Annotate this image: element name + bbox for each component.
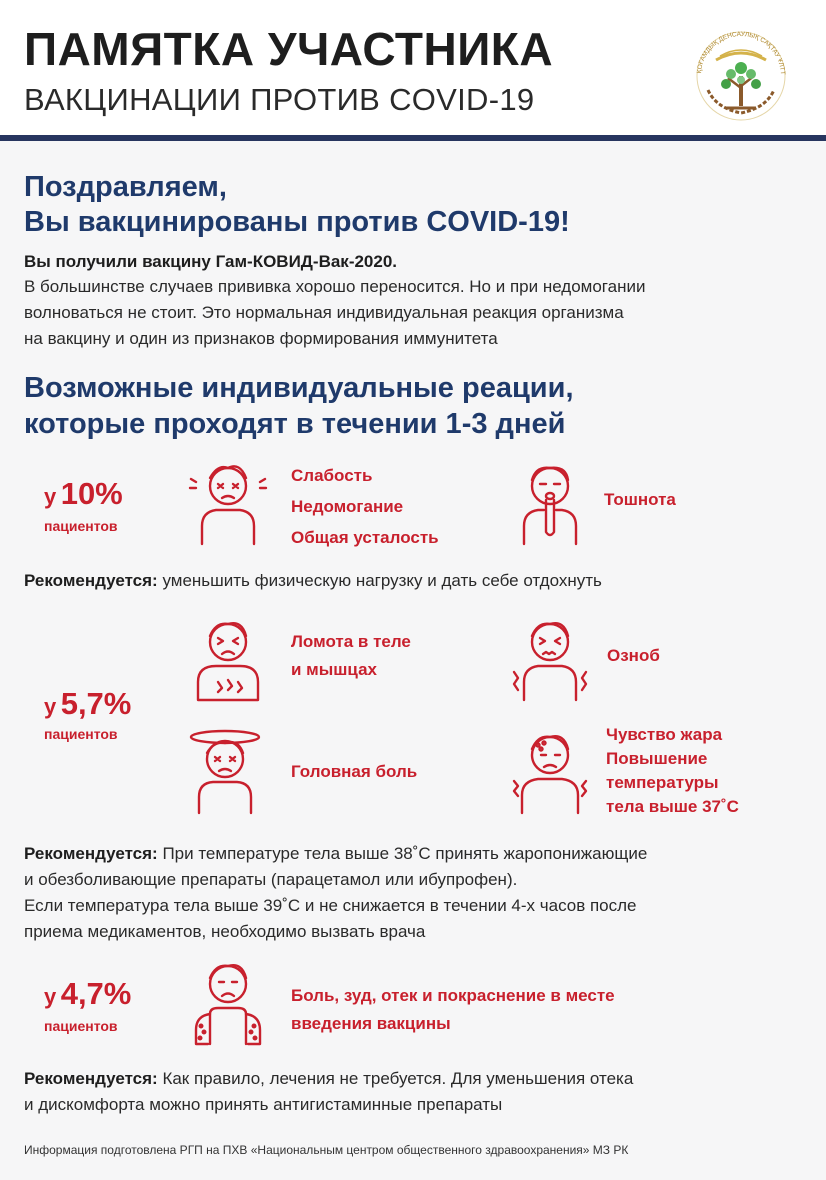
intro-line: на вакцину и один из признаков формирования иммунитета xyxy=(24,329,498,348)
stat-value: 5,7% xyxy=(60,686,132,721)
recommendation-text: При температуре тела выше 38˚С принять жаропонижающие xyxy=(157,844,648,863)
recommendation-line: и дискомфорта можно принять антигистаминные препараты xyxy=(24,1095,503,1114)
logo-tree-icon xyxy=(686,18,796,128)
reactions-heading-line-1: Возможные индивидуальные реации, xyxy=(24,372,574,404)
recommendation-line xyxy=(24,841,647,867)
stat-value: 10% xyxy=(60,476,123,511)
symptom-label: Общая усталость xyxy=(291,528,439,547)
stat-prefix: у xyxy=(44,694,57,719)
footer-source: Информация подготовлена РГП на ПХВ «Национальным центром общественного здравоохранения» МЗ РК xyxy=(24,1143,629,1157)
stat-5-7-percent xyxy=(44,686,131,722)
weak-person-icon xyxy=(188,456,268,546)
recommendation-1 xyxy=(24,568,602,594)
stat-value: 4,7% xyxy=(60,976,132,1011)
recommendation-label: Рекомендуется: xyxy=(24,571,158,590)
chills-person-icon xyxy=(510,612,590,702)
fever-person-icon xyxy=(510,725,590,815)
recommendation-line: и обезболивающие препараты (парацетамол или ибупрофен). xyxy=(24,870,518,889)
recommendation-line: Если температура тела выше 39˚С и не снижается в течении 4-х часов после xyxy=(24,896,637,915)
symptom-label: Слабость xyxy=(291,466,373,485)
intro-text xyxy=(24,274,814,352)
symptom-label: Чувство жара xyxy=(606,725,723,744)
symptom-body-ache xyxy=(291,628,411,684)
symptom-nausea: Тошнота xyxy=(604,490,676,509)
body-ache-person-icon xyxy=(188,612,268,702)
vaccine-name: Вы получили вакцину Гам-КОВИД-Вак-2020. xyxy=(24,252,398,271)
symptom-label: и мышцах xyxy=(291,660,378,679)
injection-site-person-icon xyxy=(188,954,268,1046)
reactions-heading xyxy=(24,370,574,442)
symptom-label: тела выше 37˚С xyxy=(606,797,739,816)
headache-person-icon xyxy=(182,725,268,815)
symptom-label: температуры xyxy=(606,773,719,792)
symptom-injection-site xyxy=(291,982,615,1038)
symptom-label: Повышение xyxy=(606,749,708,768)
recommendation-label: Рекомендуется: xyxy=(24,1069,158,1088)
congrats-heading xyxy=(24,170,570,240)
header-divider xyxy=(0,135,826,141)
stat-subtitle: пациентов xyxy=(44,518,118,534)
recommendation-line: приема медикаментов, необходимо вызвать врача xyxy=(24,922,426,941)
symptom-label: Ломота в теле xyxy=(291,632,411,651)
intro-line: В большинстве случаев прививка хорошо переносится. Но и при недомогании xyxy=(24,277,646,296)
page-subtitle: ВАКЦИНАЦИИ ПРОТИВ COVID-19 xyxy=(24,82,535,117)
reactions-heading-line-2: которые проходят в течении 1-3 дней xyxy=(24,408,566,440)
symptoms-weakness xyxy=(291,460,439,553)
recommendation-label: Рекомендуется: xyxy=(24,844,158,863)
congrats-line-2: Вы вакцинированы против COVID-19! xyxy=(24,206,570,238)
intro-line: волноваться не стоит. Это нормальная индивидуальная реакция организма xyxy=(24,303,624,322)
stat-10-percent xyxy=(44,476,123,512)
recommendation-text: уменьшить физическую нагрузку и дать себе отдохнуть xyxy=(157,571,602,590)
congrats-line-1: Поздравляем, xyxy=(24,171,227,203)
recommendation-3 xyxy=(24,1066,633,1118)
stat-subtitle: пациентов xyxy=(44,726,118,742)
symptom-fever xyxy=(606,723,739,819)
symptom-label: Недомогание xyxy=(291,497,404,516)
stat-4-7-percent xyxy=(44,976,131,1012)
stat-prefix: у xyxy=(44,984,57,1009)
stat-prefix: у xyxy=(44,484,57,509)
recommendation-line xyxy=(24,1066,633,1092)
recommendation-2 xyxy=(24,841,647,945)
symptom-label: введения вакцины xyxy=(291,1014,451,1033)
symptom-label: Боль, зуд, отек и покраснение в месте xyxy=(291,986,615,1005)
page-title: ПАМЯТКА УЧАСТНИКА xyxy=(24,23,554,75)
symptom-headache: Головная боль xyxy=(291,762,418,781)
nausea-person-icon xyxy=(510,456,590,546)
logo-text: ҚОҒАМДЫҚ ДЕНСАУЛЫҚ САҚТАУ ҰЛТТ xyxy=(696,30,787,76)
recommendation-text: Как правило, лечения не требуется. Для уменьшения отека xyxy=(157,1069,634,1088)
stat-subtitle: пациентов xyxy=(44,1018,118,1034)
symptom-chills: Озноб xyxy=(607,646,660,665)
